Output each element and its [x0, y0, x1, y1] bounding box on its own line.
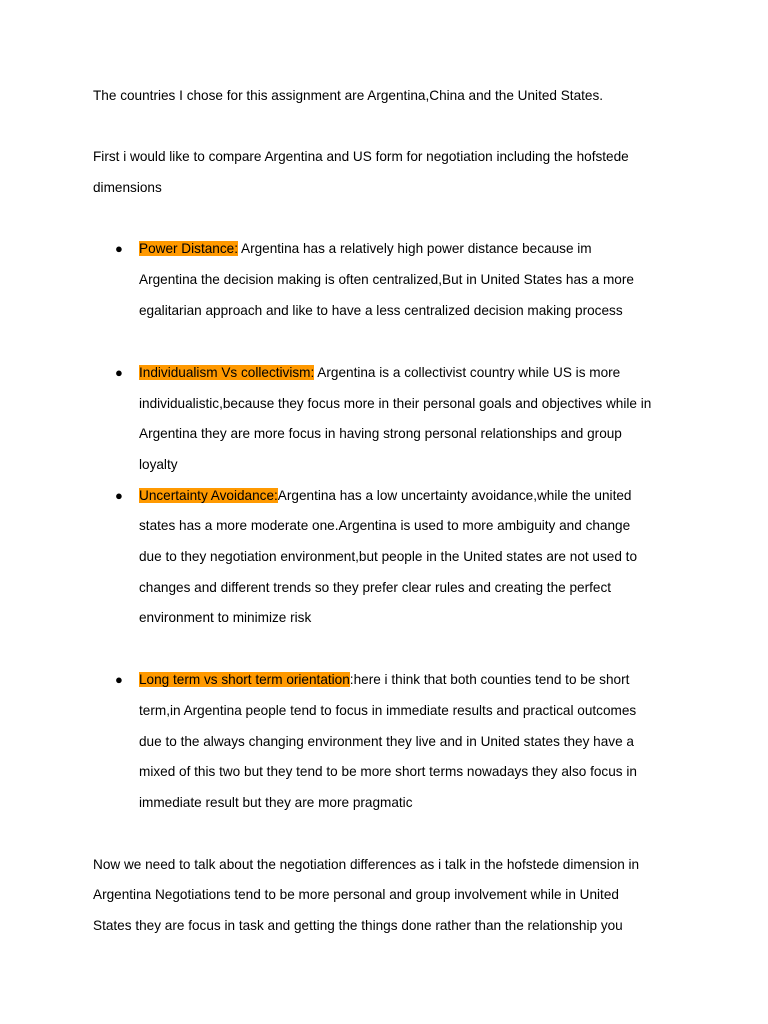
- bullet-text: Argentina has a relatively high power distance because im: [237, 241, 592, 256]
- bullet-text-line: individualistic,because they focus more in their personal goals and objectives while in: [139, 396, 652, 411]
- bullet-icon: ●: [115, 488, 123, 503]
- bullet-text-line: Argentina the decision making is often centralized,But in United States has a more: [139, 272, 634, 287]
- bullet-text: Argentina is a collectivist country while US is more: [314, 365, 621, 380]
- bullet-item-long-term-orientation: [139, 671, 629, 688]
- closing-paragraph-line: Now we need to talk about the negotiation differences as i talk in the hofstede dimension in: [93, 857, 640, 872]
- bullet-text-line: due to they negotiation environment,but people in the United states are not used to: [139, 549, 638, 564]
- closing-paragraph-line: Argentina Negotiations tend to be more personal and group involvement while in United: [93, 887, 619, 902]
- bullet-text-line: due to the always changing environment they live and in United states they have a: [139, 734, 634, 749]
- highlighted-term: Power Distance:: [139, 241, 238, 256]
- closing-paragraph-line: States they are focus in task and getting the things done rather than the relationship you: [93, 918, 623, 933]
- highlighted-term: Individualism Vs collectivism:: [139, 365, 315, 380]
- compare-paragraph-line: First i would like to compare Argentina and US form for negotiation including the hofstede: [93, 149, 629, 164]
- bullet-item-uncertainty-avoidance: [139, 487, 631, 504]
- highlighted-term: Long term vs short term orientation: [139, 672, 350, 687]
- bullet-text-line: environment to minimize risk: [139, 610, 312, 625]
- bullet-text-line: states has a more moderate one.Argentina is used to more ambiguity and change: [139, 518, 631, 533]
- bullet-text-line: immediate result but they are more pragmatic: [139, 795, 413, 810]
- bullet-text-line: egalitarian approach and like to have a less centralized decision making process: [139, 303, 623, 318]
- bullet-text-line: loyalty: [139, 457, 178, 472]
- bullet-text-line: Argentina they are more focus in having strong personal relationships and group: [139, 426, 622, 441]
- intro-paragraph: The countries I chose for this assignment are Argentina,China and the United States.: [93, 88, 604, 103]
- bullet-text-line: mixed of this two but they tend to be more short terms nowadays they also focus in: [139, 764, 637, 779]
- bullet-item-power-distance: [139, 240, 592, 257]
- bullet-icon: ●: [115, 241, 123, 256]
- bullet-item-individualism: [139, 364, 620, 381]
- bullet-icon: ●: [115, 365, 123, 380]
- bullet-text-line: changes and different trends so they prefer clear rules and creating the perfect: [139, 580, 612, 595]
- bullet-text: Argentina has a low uncertainty avoidance,while the united: [277, 488, 632, 503]
- bullet-text: :here i think that both counties tend to be short: [349, 672, 630, 687]
- compare-paragraph-line: dimensions: [93, 180, 162, 195]
- highlighted-term: Uncertainty Avoidance:: [139, 488, 278, 503]
- bullet-text-line: term,in Argentina people tend to focus in immediate results and practical outcomes: [139, 703, 637, 718]
- bullet-icon: ●: [115, 672, 123, 687]
